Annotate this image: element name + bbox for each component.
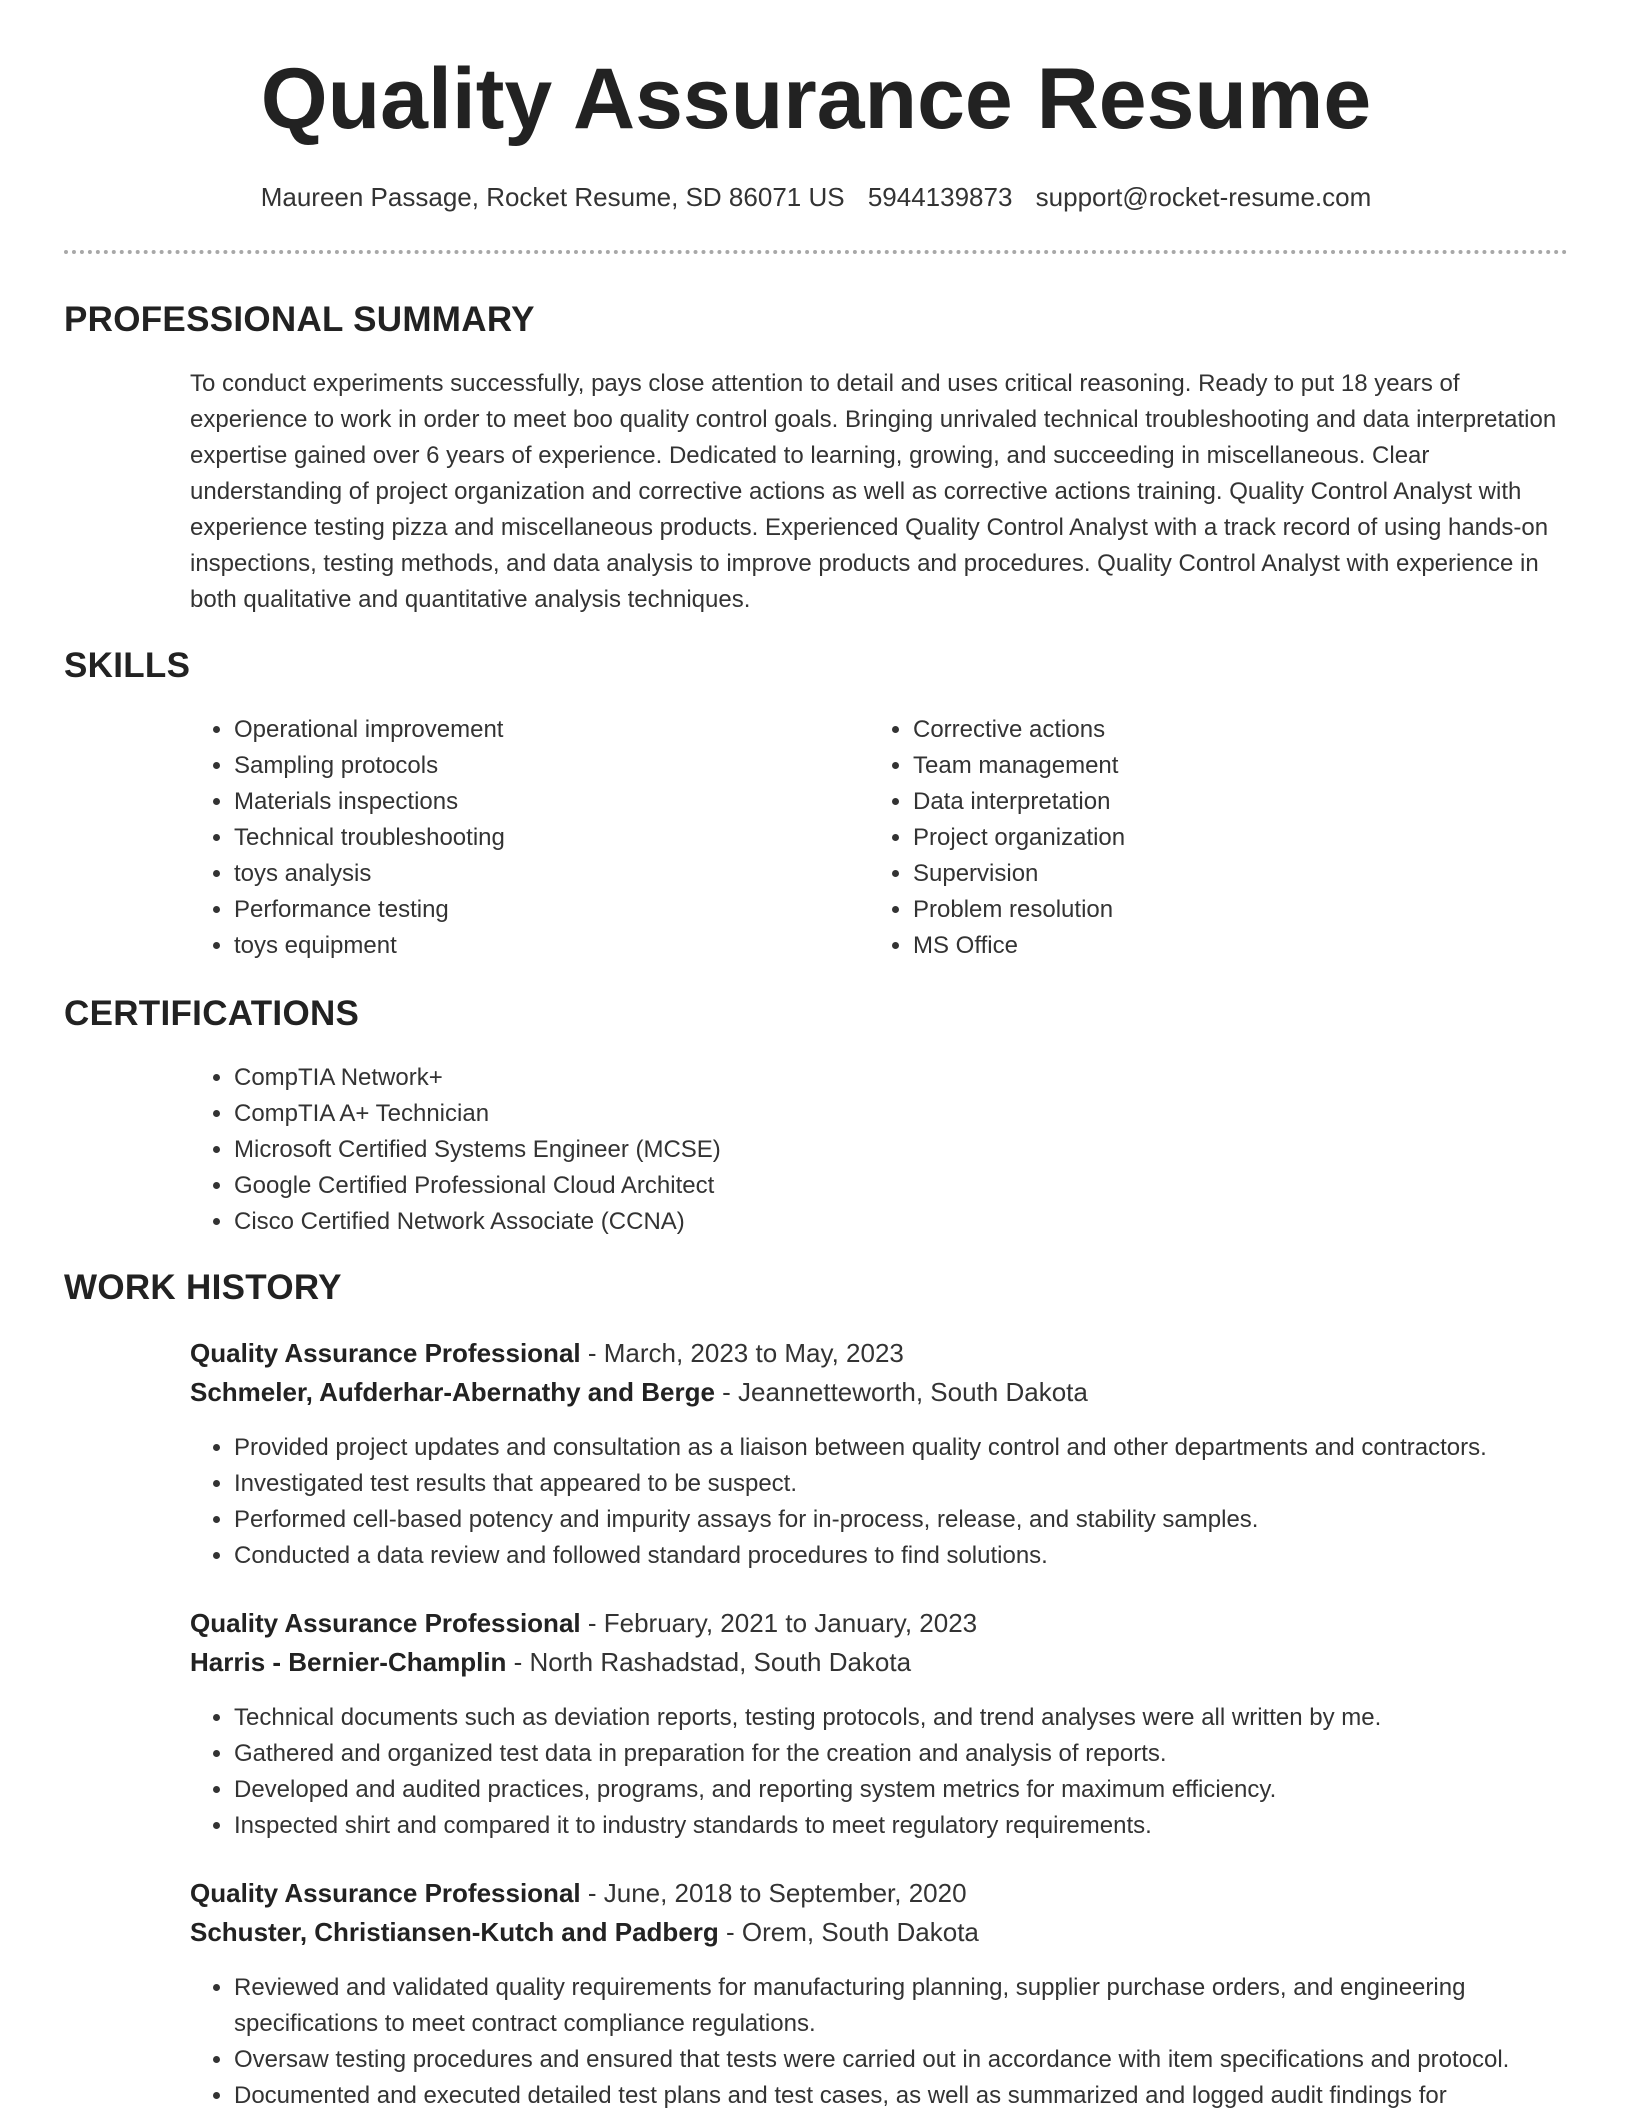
job-location: - North Rashadstad, South Dakota: [506, 1647, 912, 1677]
job-bullet: • Conducted a data review and followed standard procedures to find solutions.: [234, 1538, 1614, 1574]
job-company-line: [190, 1377, 1088, 1408]
job-company: Harris - Bernier-Champlin: [190, 1647, 507, 1677]
skill-item: • toys equipment: [234, 928, 854, 964]
certifications-heading: CERTIFICATIONS: [64, 994, 360, 1033]
certifications-list: [190, 1060, 1234, 1240]
job-bullet: • Technical documents such as deviation reports, testing protocols, and trend analyses were all written by me.: [234, 1700, 1614, 1736]
job-title-line: [190, 1878, 967, 1909]
job-bullet: • Gathered and organized test data in preparation for the creation and analysis of reports.: [234, 1736, 1614, 1772]
job-dates: - June, 2018 to September, 2020: [580, 1878, 967, 1908]
contact-line: [0, 182, 1632, 213]
job-company-line: [190, 1647, 911, 1678]
certification-item: • Microsoft Certified Systems Engineer (MCSE): [234, 1132, 1234, 1168]
skill-item: • Operational improvement: [234, 712, 854, 748]
job-title-line: [190, 1608, 977, 1639]
summary-heading: PROFESSIONAL SUMMARY: [64, 300, 535, 339]
job-dates: - February, 2021 to January, 2023: [580, 1608, 978, 1638]
contact-email: support@rocket-resume.com: [1035, 182, 1372, 212]
job-bullet: • Developed and audited practices, programs, and reporting system metrics for maximum efficiency.: [234, 1772, 1614, 1808]
job-title: Quality Assurance Professional: [190, 1338, 581, 1368]
job-bullet: • Documented and executed detailed test plans and test cases, as well as summarized and logged audit findings for: [234, 2078, 1614, 2114]
job-bullet: • Performed cell-based potency and impurity assays for in-process, release, and stability samples.: [234, 1502, 1614, 1538]
skill-item: • Performance testing: [234, 892, 854, 928]
contact-address: Maureen Passage, Rocket Resume, SD 86071 US: [260, 182, 845, 212]
skill-item: • Materials inspections: [234, 784, 854, 820]
skills-heading: SKILLS: [64, 646, 191, 685]
skill-item: • Problem resolution: [913, 892, 1533, 928]
job-bullet: • Reviewed and validated quality requirements for manufacturing planning, supplier purchase orders, and engineering specifications to meet contract compliance regulations.: [234, 1970, 1614, 2042]
skill-item: • MS Office: [913, 928, 1533, 964]
job-location: - Orem, South Dakota: [718, 1917, 979, 1947]
certification-item: • CompTIA Network+: [234, 1060, 1234, 1096]
job-bullet: • Inspected shirt and compared it to industry standards to meet regulatory requirements.: [234, 1808, 1614, 1844]
certification-item: • Google Certified Professional Cloud Architect: [234, 1168, 1234, 1204]
skill-item: • Project organization: [913, 820, 1533, 856]
job-bullet: • Investigated test results that appeared to be suspect.: [234, 1466, 1614, 1502]
contact-phone: 5944139873: [867, 182, 1013, 212]
header-divider: [64, 250, 1568, 254]
skill-item: • Sampling protocols: [234, 748, 854, 784]
skill-item: • toys analysis: [234, 856, 854, 892]
job-title: Quality Assurance Professional: [190, 1878, 581, 1908]
skill-item: • Team management: [913, 748, 1533, 784]
certification-item: • Cisco Certified Network Associate (CCNA): [234, 1204, 1234, 1240]
skill-item: • Technical troubleshooting: [234, 820, 854, 856]
job-company: Schuster, Christiansen-Kutch and Padberg: [190, 1917, 719, 1947]
job-bullets: [190, 1430, 1614, 1574]
skills-list-right: [869, 712, 1533, 964]
work-history-heading: WORK HISTORY: [64, 1268, 342, 1307]
skill-item: • Data interpretation: [913, 784, 1533, 820]
job-bullet: • Oversaw testing procedures and ensured that tests were carried out in accordance with item specifications and protocol.: [234, 2042, 1614, 2078]
skill-item: • Corrective actions: [913, 712, 1533, 748]
job-company: Schmeler, Aufderhar-Abernathy and Berge: [190, 1377, 715, 1407]
skill-item: • Supervision: [913, 856, 1533, 892]
job-bullets: [190, 1970, 1614, 2114]
job-bullet: • Provided project updates and consultation as a liaison between quality control and other departments and contractors.: [234, 1430, 1614, 1466]
job-dates: - March, 2023 to May, 2023: [580, 1338, 904, 1368]
job-title-line: [190, 1338, 904, 1369]
job-location: - Jeannetteworth, South Dakota: [714, 1377, 1088, 1407]
job-title: Quality Assurance Professional: [190, 1608, 581, 1638]
job-company-line: [190, 1917, 979, 1948]
resume-title: Quality Assurance Resume: [260, 51, 1372, 147]
certification-item: • CompTIA A+ Technician: [234, 1096, 1234, 1132]
skills-list-left: [190, 712, 854, 964]
job-bullets: [190, 1700, 1614, 1844]
summary-text: To conduct experiments successfully, pays close attention to detail and uses critical reasoning. Ready to put 18 years of experience to work in order to meet boo quality control goals. Bringing unrivaled technical troubleshooting and data interpretation expertise gained over 6 years of experience. Dedicated to learning, growing, and succeeding in miscellaneous. Clear understanding of project organization and corrective actions as well as corrective actions training. Quality Control Analyst with experience testing pizza and miscellaneous products. Experienced Quality Control Analyst with a track record of using hands-on inspections, testing methods, and data analysis to improve products and procedures. Quality Control Analyst with experience in both qualitative and quantitative analysis techniques.: [190, 370, 1557, 613]
